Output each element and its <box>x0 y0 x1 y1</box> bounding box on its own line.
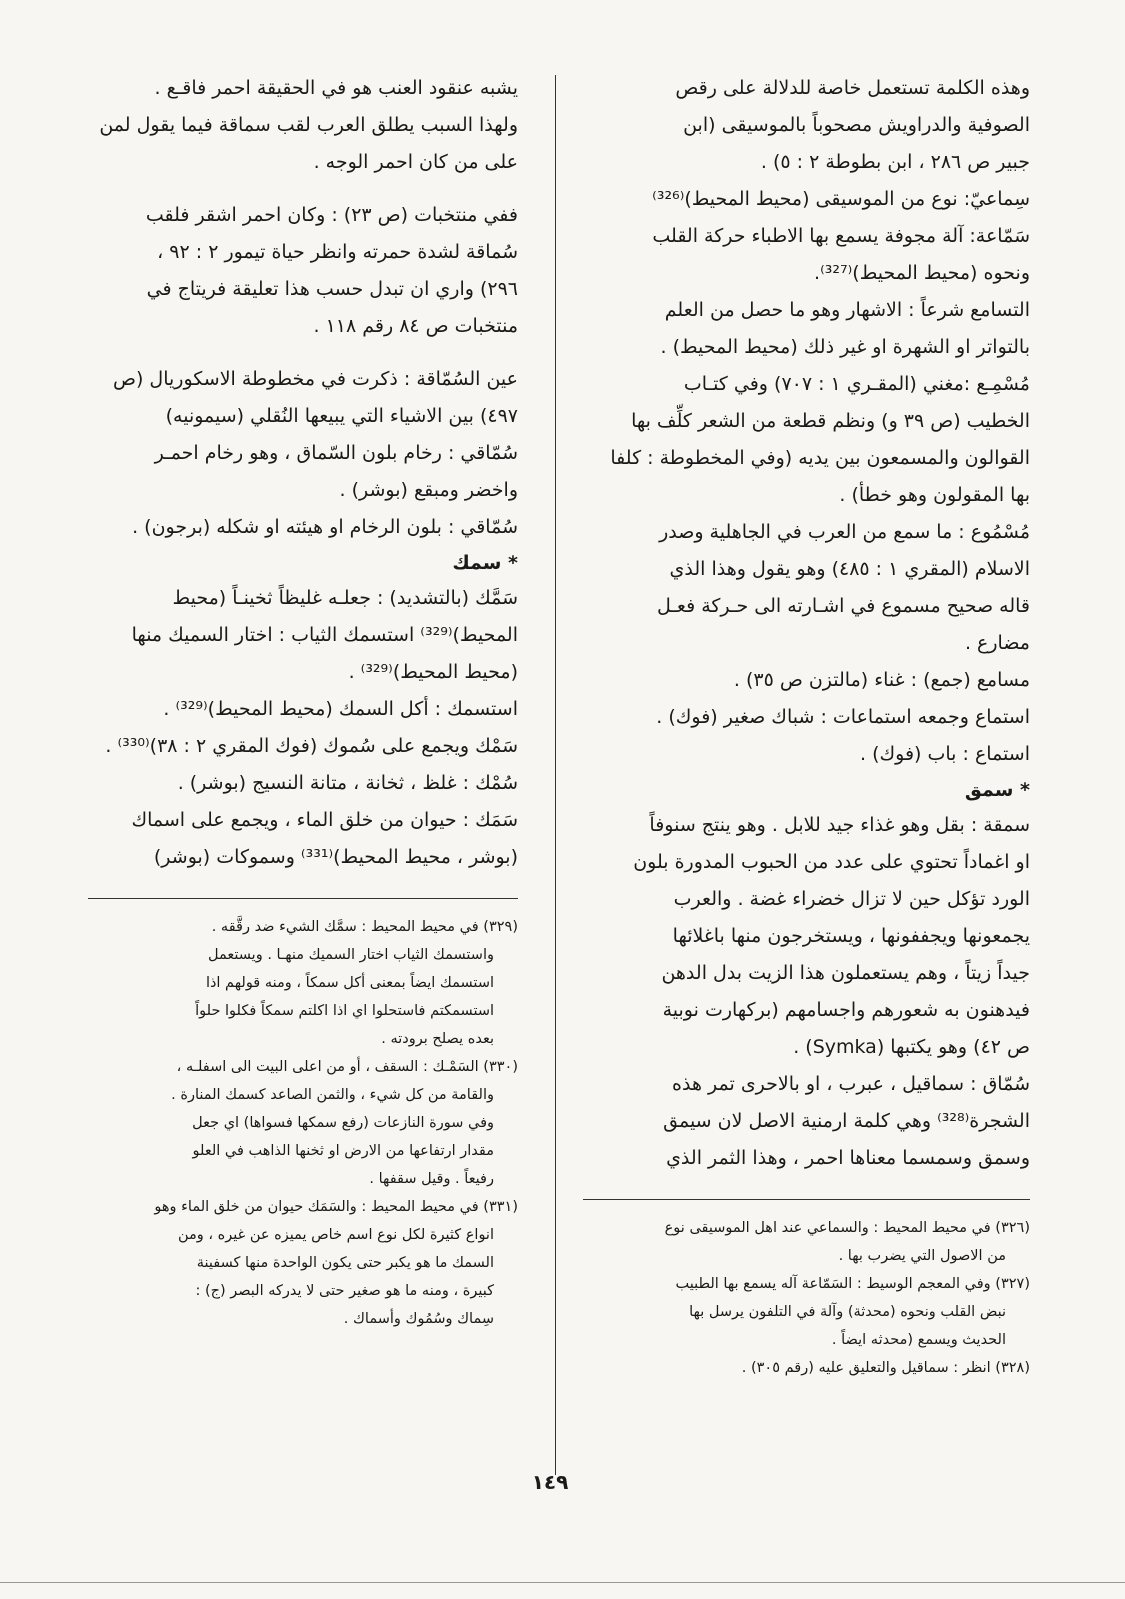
text-line: جيداً زيتاً ، وهم يستعملون هذا الزيت بدل الدهن <box>661 962 1030 984</box>
text-line: على من كان احمر الوجه . <box>313 151 518 173</box>
text-line: سَمْك ويجمع على سُموك (فوك المقري ٢ : ٣٨)⁽³³⁰⁾ . <box>105 735 518 757</box>
text-line: الصوفية والدراويش مصحوباً بالموسيقى (ابن <box>683 114 1030 136</box>
text-line: ص ٤٢) وهو يكتبها (Symka) . <box>793 1036 1030 1058</box>
footnote-line: (٣٢٨) انظر : سماقيل والتعليق عليه (رقم ٣٠٥) . <box>741 1360 1030 1376</box>
right-column <box>583 70 1030 1382</box>
text-line: استماع : باب (فوك) . <box>860 743 1030 765</box>
text-line: ٢٩٦) واري ان تبدل حسب هذا تعليقة فريتاج في <box>146 278 518 300</box>
text-line: واخضر ومبقع (بوشر) . <box>339 479 518 501</box>
heading-samq: * سمق <box>964 779 1030 801</box>
text-line: (محيط المحيط)⁽³²⁹⁾ . <box>348 661 518 683</box>
footnote-line: من الاصول التي يضرب بها . <box>838 1248 1006 1264</box>
text-line: سَمّاعة: آلة مجوفة يسمع بها الاطباء حركة القلب <box>652 225 1030 247</box>
footnote-line: سِماك وسُمُوك وأسماك . <box>343 1311 494 1327</box>
left-lines-a <box>88 70 518 181</box>
left-lines-b <box>88 197 518 345</box>
text-line: جبير ص ٢٨٦ ، ابن بطوطة ٢ : ٥) . <box>760 151 1030 173</box>
text-line: وهذه الكلمة تستعمل خاصة للدلالة على رقص <box>675 77 1030 99</box>
text-line: التسامع شرعاً : الاشهار وهو ما حصل من العلم <box>664 299 1030 321</box>
text-line: الورد تؤكل حين لا تزال خضراء غضة . والعرب <box>673 888 1030 910</box>
text-line: الخطيب (ص ٣٩ و) ونظم قطعة من الشعر كلِّف بها <box>631 410 1030 432</box>
footnote-line: واستسمك الثياب اختار السميك منهـا . ويستعمل <box>208 947 494 963</box>
left-lines-d <box>88 580 518 876</box>
text-line: يشبه عنقود العنب هو في الحقيقة احمر فاقـع . <box>154 77 518 99</box>
footnote-rule-right <box>583 1199 1030 1200</box>
text-line: بها المقولون وهو خطأ) . <box>839 484 1030 506</box>
left-body <box>88 70 518 876</box>
right-lines-b <box>583 807 1030 1177</box>
heading-samak: * سمك <box>452 552 518 574</box>
left-footnotes <box>88 913 518 1333</box>
text-line: مسامع (جمع) : غناء (مالتزن ص ٣٥) . <box>733 669 1030 691</box>
footnote-line: رفيعاً . وقيل سقفها . <box>369 1171 494 1187</box>
footnote-rule-left <box>88 898 518 899</box>
footnote-line: استسمكتم فاستحلوا اي اذا اكلتم سمكاً فكلوا حلواً <box>195 1003 494 1019</box>
text-line: استسمك : أكل السمك (محيط المحيط)⁽³²⁹⁾ . <box>163 698 518 720</box>
left-lines-c <box>88 361 518 546</box>
text-line: سِماعيّ: نوع من الموسيقى (محيط المحيط)⁽³²⁶⁾ <box>652 188 1030 210</box>
footnote-line: وفي سورة النازعات (رفع سمكها فسواها) اي جعل <box>192 1115 494 1131</box>
text-line: ٤٩٧) بين الاشياء التي يبيعها النُقلي (سيمونيه) <box>165 405 518 427</box>
page-number: ١٤٩ <box>531 1470 569 1494</box>
footnote-line: كبيرة ، ومنه ما هو صغير حتى لا يدركه البصر (ج) : <box>195 1283 494 1299</box>
footnote-line: (٣٢٦) في محيط المحيط : والسماعي عند اهل الموسيقى نوع <box>664 1220 1030 1236</box>
text-line: فيدهنون به شعورهم واجسامهم (بركهارت نوبية <box>662 999 1030 1021</box>
text-line: بالتواتر او الشهرة او غير ذلك (محيط المحيط) . <box>660 336 1030 358</box>
footnote-line: السمك ما هو يكبر حتى يكون الواحدة منها كسفينة <box>196 1255 494 1271</box>
text-line: او اغماداً تحتوي على عدد من الحبوب المدورة بلون <box>633 851 1030 873</box>
text-line: (بوشر ، محيط المحيط)⁽³³¹⁾ وسموكات (بوشر) <box>153 846 518 868</box>
text-line: سُماقة لشدة حمرته وانظر حياة تيمور ٢ : ٩٢ ، <box>157 241 518 263</box>
footnote-line: استسمك ايضاً بمعنى أكل سمكاً ، ومنه قولهم اذا <box>205 975 494 991</box>
text-line: المحيط)⁽³²⁹⁾ استسمك الثياب : اختار السميك منها <box>131 624 518 646</box>
text-line: سَمَّك (بالتشديد) : جعلـه غليظاً ثخينـاً (محيط <box>172 587 518 609</box>
left-column <box>88 70 518 1333</box>
footnote-line: الحديث ويسمع (محدثه ايضاً . <box>831 1332 1006 1348</box>
right-lines-a <box>583 70 1030 773</box>
footnote-line: (٣٢٧) وفي المعجم الوسيط : السَمّاعة آله يسمع بها الطبيب <box>675 1276 1030 1292</box>
footnote-line: بعده يصلح برودته . <box>381 1031 494 1047</box>
text-line: وسمق وسمسما معناها احمر ، وهذا الثمر الذي <box>666 1147 1030 1169</box>
footnote-line: مقدار ارتفاعها من الارض او ثخنها الذاهب في العلو <box>192 1143 494 1159</box>
text-line: القوالون والمسمعون بين يديه (وفي المخطوطة : كلفا <box>610 447 1030 469</box>
text-line: قاله صحيح مسموع في اشـارته الى حـركة فعـل <box>656 595 1030 617</box>
text-line: الاسلام (المقري ١ : ٤٨٥) وهو يقول وهذا الذي <box>669 558 1030 580</box>
text-line: مضارع . <box>964 632 1030 654</box>
footnote-line: (٣٢٩) في محيط المحيط : سمَّك الشيء ضد رقَّقه . <box>211 919 518 935</box>
text-line: سُمّاق : سماقيل ، عبرب ، او بالاحرى تمر هذه <box>672 1073 1030 1095</box>
footnote-line: (٣٣١) في محيط المحيط : والسَمَك حيوان من خلق الماء وهو <box>154 1199 518 1215</box>
text-line: سُمْك : غلظ ، ثخانة ، متانة النسيج (بوشر) . <box>177 772 518 794</box>
text-line: الشجرة⁽³²⁸⁾ وهي كلمة ارمنية الاصل لان سيمق <box>663 1110 1030 1132</box>
scan-edge-line <box>0 1582 1125 1583</box>
right-footnotes <box>583 1214 1030 1382</box>
text-line: منتخبات ص ٨٤ رقم ١١٨ . <box>313 315 518 337</box>
text-line: استماع وجمعه استماعات : شباك صغير (فوك) . <box>656 706 1030 728</box>
text-line: سمقة : بقل وهو غذاء جيد للابل . وهو ينتج سنوفاً <box>649 814 1030 836</box>
text-line: سَمَك : حيوان من خلق الماء ، ويجمع على اسماك <box>131 809 518 831</box>
footnote-line: (٣٣٠) السَمْـك : السقف ، أو من اعلى البيت الى اسفلـه ، <box>176 1059 518 1075</box>
text-line: ونحوه (محيط المحيط)⁽³²⁷⁾. <box>814 262 1030 284</box>
footnote-line: نبض القلب ونحوه (محدثة) وآلة في التلفون يرسل بها <box>689 1304 1006 1320</box>
right-body <box>583 70 1030 1177</box>
text-line: يجمعونها ويجففونها ، ويستخرجون منها باغلائها <box>672 925 1030 947</box>
text-line: ففي منتخبات (ص ٢٣) : وكان احمر اشقر فلقب <box>145 204 518 226</box>
text-line: سُمّاقي : رخام بلون السّماق ، وهو رخام احمـر <box>154 442 518 464</box>
text-line: مُسْمُوع : ما سمع من العرب في الجاهلية وصدر <box>659 521 1030 543</box>
footnote-line: انواع كثيرة لكل نوع اسم خاص يميزه عن غيره ، ومن <box>177 1227 494 1243</box>
column-divider <box>555 75 556 1475</box>
text-line: عين السُمّاقة : ذكرت في مخطوطة الاسكوريال (ص <box>112 368 518 390</box>
text-line: ولهذا السبب يطلق العرب لقب سماقة فيما يقول لمن <box>99 114 518 136</box>
text-line: مُسْمِـع :مغني (المقـري ١ : ٧٠٧) وفي كتـاب <box>683 373 1030 395</box>
footnote-line: والقامة من كل شيء ، والثمن الصاعد كسمك المنارة . <box>171 1087 494 1103</box>
text-line: سُمّاقي : بلون الرخام او هيئته او شكله (برجون) . <box>132 516 518 538</box>
